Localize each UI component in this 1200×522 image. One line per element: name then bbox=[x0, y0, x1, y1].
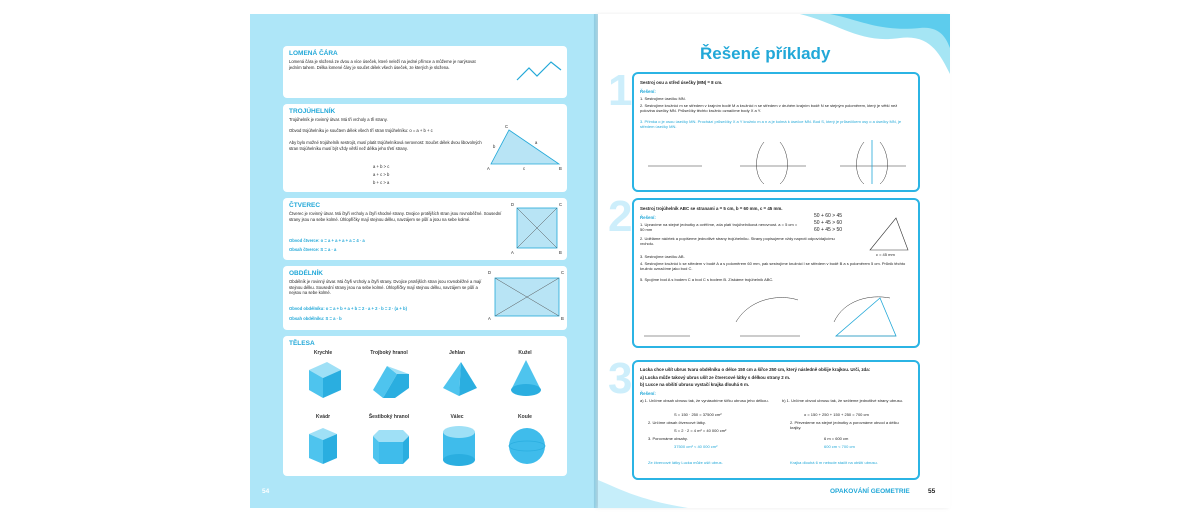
ex2-side-label: c = 45 mm bbox=[876, 252, 895, 257]
rect-label-d: D bbox=[488, 270, 492, 275]
solid-label-8: Koule bbox=[518, 414, 532, 420]
ex1-construction-figure bbox=[644, 138, 910, 184]
sq-label-b: B bbox=[559, 250, 562, 255]
ex3-question-b: b) Lucce na obšití ubrusu vystačí krajka dlouhá 6 m. bbox=[640, 382, 750, 387]
tri-label-b-side: b bbox=[493, 144, 496, 149]
sq-label-d: D bbox=[511, 202, 515, 207]
trojuhelnik-box bbox=[283, 104, 567, 192]
ctverec-title: ČTVEREC bbox=[289, 202, 321, 209]
ex3-question: Lucka chce ušít ubrus tvaru obdélníku o délce 150 cm a šířce 250 cm, který následně obšije krajkou. Urči, zda: bbox=[640, 367, 871, 372]
ex3-a-step-4: S = 2 · 2 = 4 m² = 40 000 cm² bbox=[674, 428, 727, 433]
ex1-question: Sestroj osu a střed úsečky |MN| = 8 cm. bbox=[640, 80, 723, 85]
tri-label-b-vertex: B bbox=[559, 166, 562, 171]
square-figure bbox=[515, 206, 559, 252]
hexagonal-prism-icon bbox=[371, 424, 411, 468]
example-3-box bbox=[632, 360, 920, 480]
ex3-b-step-3: 2. Převedeme na stejné jednotky a porovnáme obvod a délku krajky. bbox=[790, 420, 899, 431]
ex2-sketch-triangle bbox=[866, 214, 912, 256]
ex1-step-2: 2. Sestrojíme kružnici m se středem v krajním bodě M a kružnici n se středem v druhém krajním bodě N se stejným poloměrem, který je větší než polovina úsečky MN. Průsečíky těchto kružnic označíme body X a Y. bbox=[640, 103, 898, 114]
ex3-b-step-2: o = 150 + 250 + 150 + 250 = 700 cm bbox=[804, 412, 869, 417]
rect-label-a: A bbox=[488, 316, 491, 321]
ex3-b-step-4: 6 m = 600 cm bbox=[824, 436, 849, 441]
solid-label-3: Jehlan bbox=[449, 350, 465, 356]
sq-label-c: C bbox=[559, 202, 563, 207]
triangular-prism-icon bbox=[369, 360, 411, 398]
ex2-step-2: 2. Uděláme náčrtek a popíšeme jednotlivé strany trojúhelníku. Strany popisujeme vždy naproti odpovídajícímu vrcholu. bbox=[640, 236, 835, 247]
tri-label-a-side: a bbox=[535, 140, 538, 145]
ex2-ineq-2: 50 + 45 > 60 bbox=[814, 220, 843, 226]
cone-icon bbox=[507, 358, 545, 400]
ineq-3: b + c > a bbox=[373, 180, 390, 185]
ex2-construction-figure bbox=[640, 292, 912, 342]
ex1-step-1: 1. Sestrojíme úsečku MN. bbox=[640, 96, 686, 101]
ex2-solution-label: Řešení: bbox=[640, 215, 656, 220]
lomena-cara-box bbox=[283, 46, 567, 98]
telesa-box bbox=[283, 336, 567, 476]
lomena-cara-text: Lomená čára je složená ze dvou a více úseček, které neleží na jedné přímce a můžeme je narýsovat jedním tahem. Délka lomené čáry je součet délek všech úseček, ze kterých je složena. bbox=[289, 59, 476, 70]
obdelnik-text: Obdélník je rovinný útvar. Má čtyři vrcholy a čtyři strany. Dvojice protějších stran jsou rovnoběžné a mají stejnou délku. Sousední strany jsou na sebe kolmé. Úhlopříčky mají stejnou délku, navzájem se půlí a nejsou na sebe kolmé. bbox=[289, 279, 482, 296]
solid-label-4: Kužel bbox=[518, 350, 532, 356]
solid-label-7: Válec bbox=[450, 414, 464, 420]
pyramid-icon bbox=[439, 360, 479, 398]
ctverec-box bbox=[283, 198, 567, 260]
tri-label-c-vertex: C bbox=[505, 124, 509, 129]
ineq-1: a + b > c bbox=[373, 164, 390, 169]
solid-label-1: Krychle bbox=[313, 350, 333, 356]
tri-label-c-side: c bbox=[523, 166, 526, 171]
trojuhelnik-line2: Obvod trojúhelníku je součtem délek všech tří stran trojúhelníku: o = a + b + c bbox=[289, 128, 433, 133]
example-1-box bbox=[632, 72, 920, 192]
ex3-a-step-1: a) 1. Určíme obsah ubrusu tak, že vynásobíme šířku ubrusu jeho délkou. bbox=[640, 398, 769, 403]
obdelnik-obsah: Obsah obdélníku: S = a · b bbox=[289, 316, 342, 321]
ex2-step-3: 3. Sestrojíme úsečku AB. bbox=[640, 254, 685, 259]
sq-label-a: A bbox=[511, 250, 514, 255]
rectangle-figure bbox=[493, 276, 561, 318]
example-2-box bbox=[632, 198, 920, 348]
ex3-a-step-2: S = 150 · 250 = 37500 cm² bbox=[674, 412, 722, 417]
solid-label-2: Trojboký hranol bbox=[370, 350, 408, 356]
ex1-solution-label: Řešení: bbox=[640, 89, 656, 94]
trojuhelnik-line1: Trojúhelník je rovinný útvar. Má tři vrcholy a tři strany. bbox=[289, 117, 388, 122]
ex3-b-conclusion: Krajka dlouhá 6 m nebude stačit na obšití ubrusu. bbox=[790, 460, 878, 465]
chapter-footer: OPAKOVÁNÍ GEOMETRIE bbox=[830, 488, 910, 495]
ex3-a-step-6: 37500 cm² < 40 000 cm² bbox=[674, 444, 718, 449]
triangle-figure bbox=[487, 122, 563, 170]
ex2-step-5: 5. Spojíme bod A s bodem C a bod C s bodem B. Získáme trojúhelník ABC. bbox=[640, 277, 774, 282]
example-number-2: 2 bbox=[608, 192, 633, 241]
cuboid-icon bbox=[305, 424, 341, 468]
trojuhelnik-title: TROJÚHELNÍK bbox=[289, 108, 336, 115]
obdelnik-obvod: Obvod obdélníku: o = a + b + a + b = 2 · a + 2 · b = 2 · (a + b) bbox=[289, 306, 407, 311]
example-number-1: 1 bbox=[608, 66, 633, 115]
obdelnik-box bbox=[283, 266, 567, 330]
rect-label-c: C bbox=[561, 270, 565, 275]
ex2-step-1: 1. Upravíme na stejné jednotky a ověříme, zda platí trojúhelníková nerovnost. a = 5 cm = 50 mm bbox=[640, 222, 798, 233]
solid-label-5: Kvádr bbox=[315, 414, 331, 420]
ineq-2: a + c > b bbox=[373, 172, 390, 177]
ctverec-obsah: Obsah čtverce: S = a · a bbox=[289, 247, 337, 252]
tri-label-a-vertex: A bbox=[487, 166, 490, 171]
page-title: Řešené příklady bbox=[700, 44, 831, 63]
right-page-number: 55 bbox=[928, 488, 936, 495]
ex3-b-step-1: b) 1. Určíme obvod ubrusu tak, že sečteme jednotlivé strany ubrusu. bbox=[782, 398, 903, 403]
ex2-ineq-3: 60 + 45 > 50 bbox=[814, 227, 843, 233]
rect-label-b: B bbox=[561, 316, 564, 321]
example-number-3: 3 bbox=[608, 354, 633, 403]
ex3-a-step-5: 3. Porovnáme obsahy. bbox=[648, 436, 688, 441]
cube-icon bbox=[303, 358, 343, 400]
ex3-a-step-3: 2. Určíme obsah čtvercové látky. bbox=[648, 420, 706, 425]
lomena-cara-title: LOMENÁ ČÁRA bbox=[289, 50, 338, 57]
ex3-question-a: a) Lucka může takový ubrus ušít ze čtvercové látky s délkou strany 2 m. bbox=[640, 375, 791, 380]
polyline-figure bbox=[513, 56, 563, 86]
obdelnik-title: OBDÉLNÍK bbox=[289, 270, 323, 277]
ctverec-obvod: Obvod čtverce: o = a + a + a + a = 4 · a bbox=[289, 238, 365, 243]
left-page-number: 54 bbox=[262, 488, 270, 495]
sphere-icon bbox=[507, 426, 547, 466]
ex2-question: Sestroj trojúhelník ABC se stranami a = 5 cm, b = 60 mm, c = 45 mm. bbox=[640, 206, 783, 211]
ex2-step-4: 4. Sestrojíme kružnici k se středem v bodě A a s poloměrem 60 mm, pak sestrojíme kružnici l se středem v bodě B a s poloměrem 5 cm. Průnik těchto kružnic označíme jako bod C. bbox=[640, 261, 906, 272]
ex3-a-conclusion: Ze čtvercové látky Lucka může ušít ubrus. bbox=[648, 460, 723, 465]
telesa-title: TĚLESA bbox=[289, 340, 315, 347]
solid-label-6: Šestiboký hranol bbox=[368, 414, 410, 420]
trojuhelnik-line3: Aby bylo možné trojúhelník sestrojit, musí platit trojúhelníková nerovnost: Součet délek dvou libovolných stran trojúhelníku musí být vždy větší než délka jeho třetí strany. bbox=[289, 140, 482, 151]
ex3-b-step-5: 600 cm < 700 cm bbox=[824, 444, 855, 449]
cylinder-icon bbox=[439, 424, 479, 468]
ex2-ineq-1: 50 + 60 > 45 bbox=[814, 213, 843, 219]
ctverec-text: Čtverec je rovinný útvar. Má čtyři vrcholy a čtyři shodné strany. Dvojice protějších stran jsou rovnoběžné. Sousední strany jsou na sebe kolmé. Úhlopříčky mají stejnou délku, navzájem se půlí a jsou na sebe kolmé. bbox=[289, 211, 502, 222]
ex3-solution-label: Řešení: bbox=[640, 391, 656, 396]
ex1-step-3: 3. Přímka o je osou úsečky MN. Prochází průsečíky X a Y kružnic m a n a je kolmá k úsečce MN. Bod S, který je průsečíkem osy o a úsečky MN, je středem úsečky MN. bbox=[640, 119, 902, 130]
